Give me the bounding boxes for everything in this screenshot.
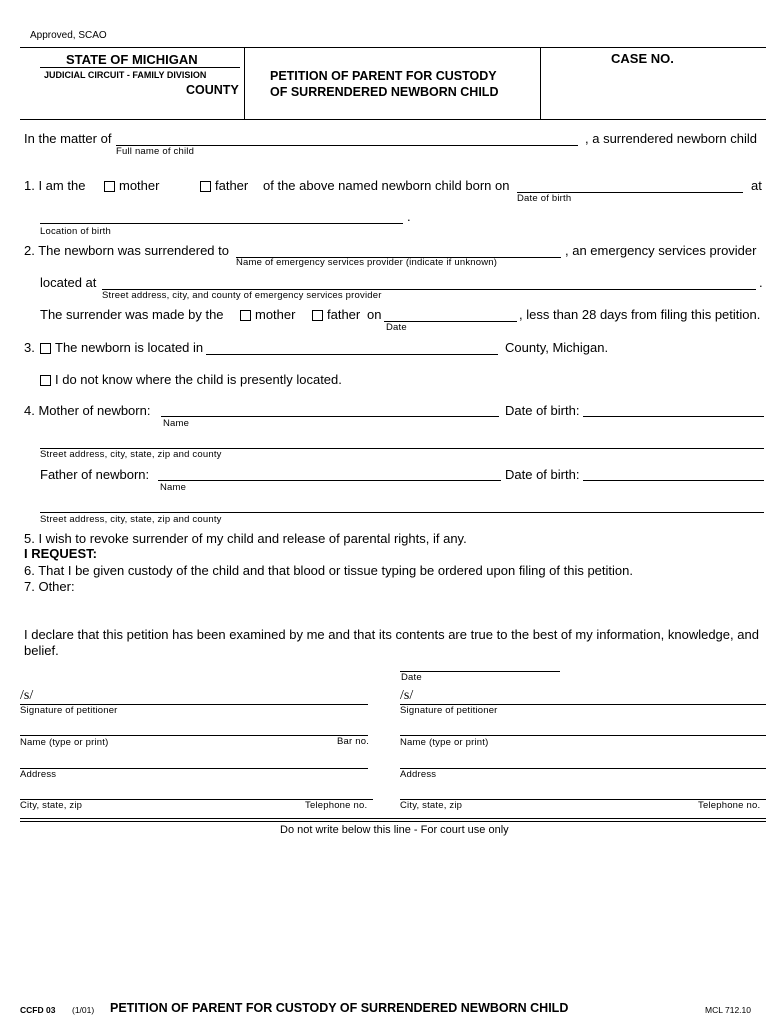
located-in-checkbox[interactable]	[40, 343, 51, 354]
name-right-field[interactable]	[400, 735, 766, 736]
bar-no-caption: Bar no.	[337, 736, 370, 747]
mother-address-caption: Street address, city, state, zip and county	[40, 449, 222, 460]
address-left-field[interactable]	[20, 768, 368, 769]
address-right-field[interactable]	[400, 768, 766, 769]
item6-text: 6. That I be given custody of the child and that blood or tissue typing be ordered upon filing of this petition.	[24, 563, 633, 578]
mother-checkbox[interactable]	[104, 181, 115, 192]
circuit-label: JUDICIAL CIRCUIT - FAMILY DIVISION	[44, 70, 207, 80]
unknown-location-text: I do not know where the child is presently located.	[55, 372, 342, 387]
approved-label: Approved, SCAO	[30, 30, 107, 41]
name-left-field[interactable]	[20, 735, 368, 736]
dob-caption: Date of birth	[517, 193, 572, 204]
father-lead: Father of newborn:	[40, 467, 150, 482]
court-use-text: Do not write below this line - For court use only	[280, 824, 509, 836]
surrender-father-checkbox[interactable]	[312, 310, 323, 321]
located-in-text: The newborn is located in	[55, 340, 204, 355]
tel-left-caption: Telephone no.	[305, 800, 368, 811]
located-county-field[interactable]	[206, 354, 498, 355]
signature-right-caption: Signature of petitioner	[400, 705, 498, 716]
item7-text: 7. Other:	[24, 579, 75, 594]
mother-name-caption: Name	[163, 418, 190, 429]
case-no-label: CASE NO.	[611, 51, 674, 66]
item2-lead: 2. The newborn was surrendered to	[24, 243, 229, 258]
circuit-field[interactable]	[40, 67, 240, 68]
item5-text: 5. I wish to revoke surrender of my child and release of parental rights, if any.	[24, 531, 467, 546]
court-divider-top	[20, 818, 766, 819]
header-bottom-rule	[20, 119, 766, 120]
item3-lead: 3.	[24, 340, 35, 355]
request-heading: I REQUEST:	[24, 546, 97, 561]
father-address-field[interactable]	[40, 512, 764, 513]
header-top-rule	[20, 47, 766, 48]
statute-ref: MCL 712.10	[705, 1005, 751, 1015]
mother-lead: 4. Mother of newborn:	[24, 403, 151, 418]
tel-right-caption: Telephone no.	[698, 800, 761, 811]
father-dob-label: Date of birth:	[505, 467, 580, 482]
address-left-caption: Address	[20, 769, 57, 780]
surrender-mother-checkbox[interactable]	[240, 310, 251, 321]
unknown-location-checkbox[interactable]	[40, 375, 51, 386]
item2-suffix: , an emergency services provider	[565, 243, 757, 258]
father-address-caption: Street address, city, state, zip and county	[40, 514, 222, 525]
father-name-field[interactable]	[158, 480, 501, 481]
item1-lead: 1. I am the	[24, 178, 86, 193]
s-left: /s/	[20, 688, 34, 703]
matter-suffix: , a surrendered newborn child	[585, 131, 757, 146]
city-left-caption: City, state, zip	[20, 800, 83, 811]
header-divider-right	[540, 47, 541, 119]
mother-dob-label: Date of birth:	[505, 403, 580, 418]
mother-name-field[interactable]	[161, 416, 499, 417]
provider-address-caption: Street address, city, and county of emergency services provider	[102, 290, 382, 301]
s-right: /s/	[400, 688, 414, 703]
father-name-caption: Name	[160, 482, 187, 493]
location-field[interactable]	[40, 223, 403, 224]
county-label: COUNTY	[186, 83, 239, 97]
item1-at: at	[751, 178, 762, 193]
location-caption: Location of birth	[40, 226, 111, 237]
provider-caption: Name of emergency services provider (indicate if unknown)	[236, 257, 498, 268]
item1-period: .	[407, 209, 411, 224]
footer-title: PETITION OF PARENT FOR CUSTODY OF SURRENDERED NEWBORN CHILD	[110, 1001, 569, 1015]
item1-text: of the above named newborn child born on	[263, 178, 510, 193]
surrender-father-label: father	[327, 307, 361, 322]
name-left-caption: Name (type or print)	[20, 737, 109, 748]
form-revision: (1/01)	[72, 1005, 95, 1015]
surrender-date-caption: Date	[386, 322, 407, 333]
court-divider-bottom	[20, 821, 766, 822]
city-right-caption: City, state, zip	[400, 800, 463, 811]
father-checkbox[interactable]	[200, 181, 211, 192]
father-dob-field[interactable]	[583, 480, 764, 481]
item1-mother: mother	[119, 178, 160, 193]
form-title-line2: OF SURRENDERED NEWBORN CHILD	[270, 85, 499, 99]
item2-located: located at	[40, 275, 97, 290]
item1-father: father	[215, 178, 249, 193]
date-caption: Date	[401, 672, 422, 683]
signature-left-caption: Signature of petitioner	[20, 705, 118, 716]
mother-dob-field[interactable]	[583, 416, 764, 417]
matter-prefix: In the matter of	[24, 131, 112, 146]
surrender-made-text: The surrender was made by the	[40, 307, 224, 322]
less-than-text: , less than 28 days from filing this petition.	[519, 307, 761, 322]
surrender-mother-label: mother	[255, 307, 296, 322]
form-title-line1: PETITION OF PARENT FOR CUSTODY	[270, 69, 497, 83]
declaration-line1: I declare that this petition has been examined by me and that its contents are true to the best of my information, knowledge, and	[24, 627, 759, 642]
state-label: STATE OF MICHIGAN	[66, 52, 198, 67]
surrender-on: on	[367, 307, 382, 322]
header-divider-left	[244, 47, 245, 119]
item2-period: .	[759, 275, 763, 290]
child-name-caption: Full name of child	[116, 146, 195, 157]
county-michigan-text: County, Michigan.	[505, 340, 609, 355]
form-id: CCFD 03	[20, 1005, 56, 1015]
date-field[interactable]	[400, 671, 560, 672]
address-right-caption: Address	[400, 769, 437, 780]
name-right-caption: Name (type or print)	[400, 737, 489, 748]
declaration-line2: belief.	[24, 643, 59, 658]
